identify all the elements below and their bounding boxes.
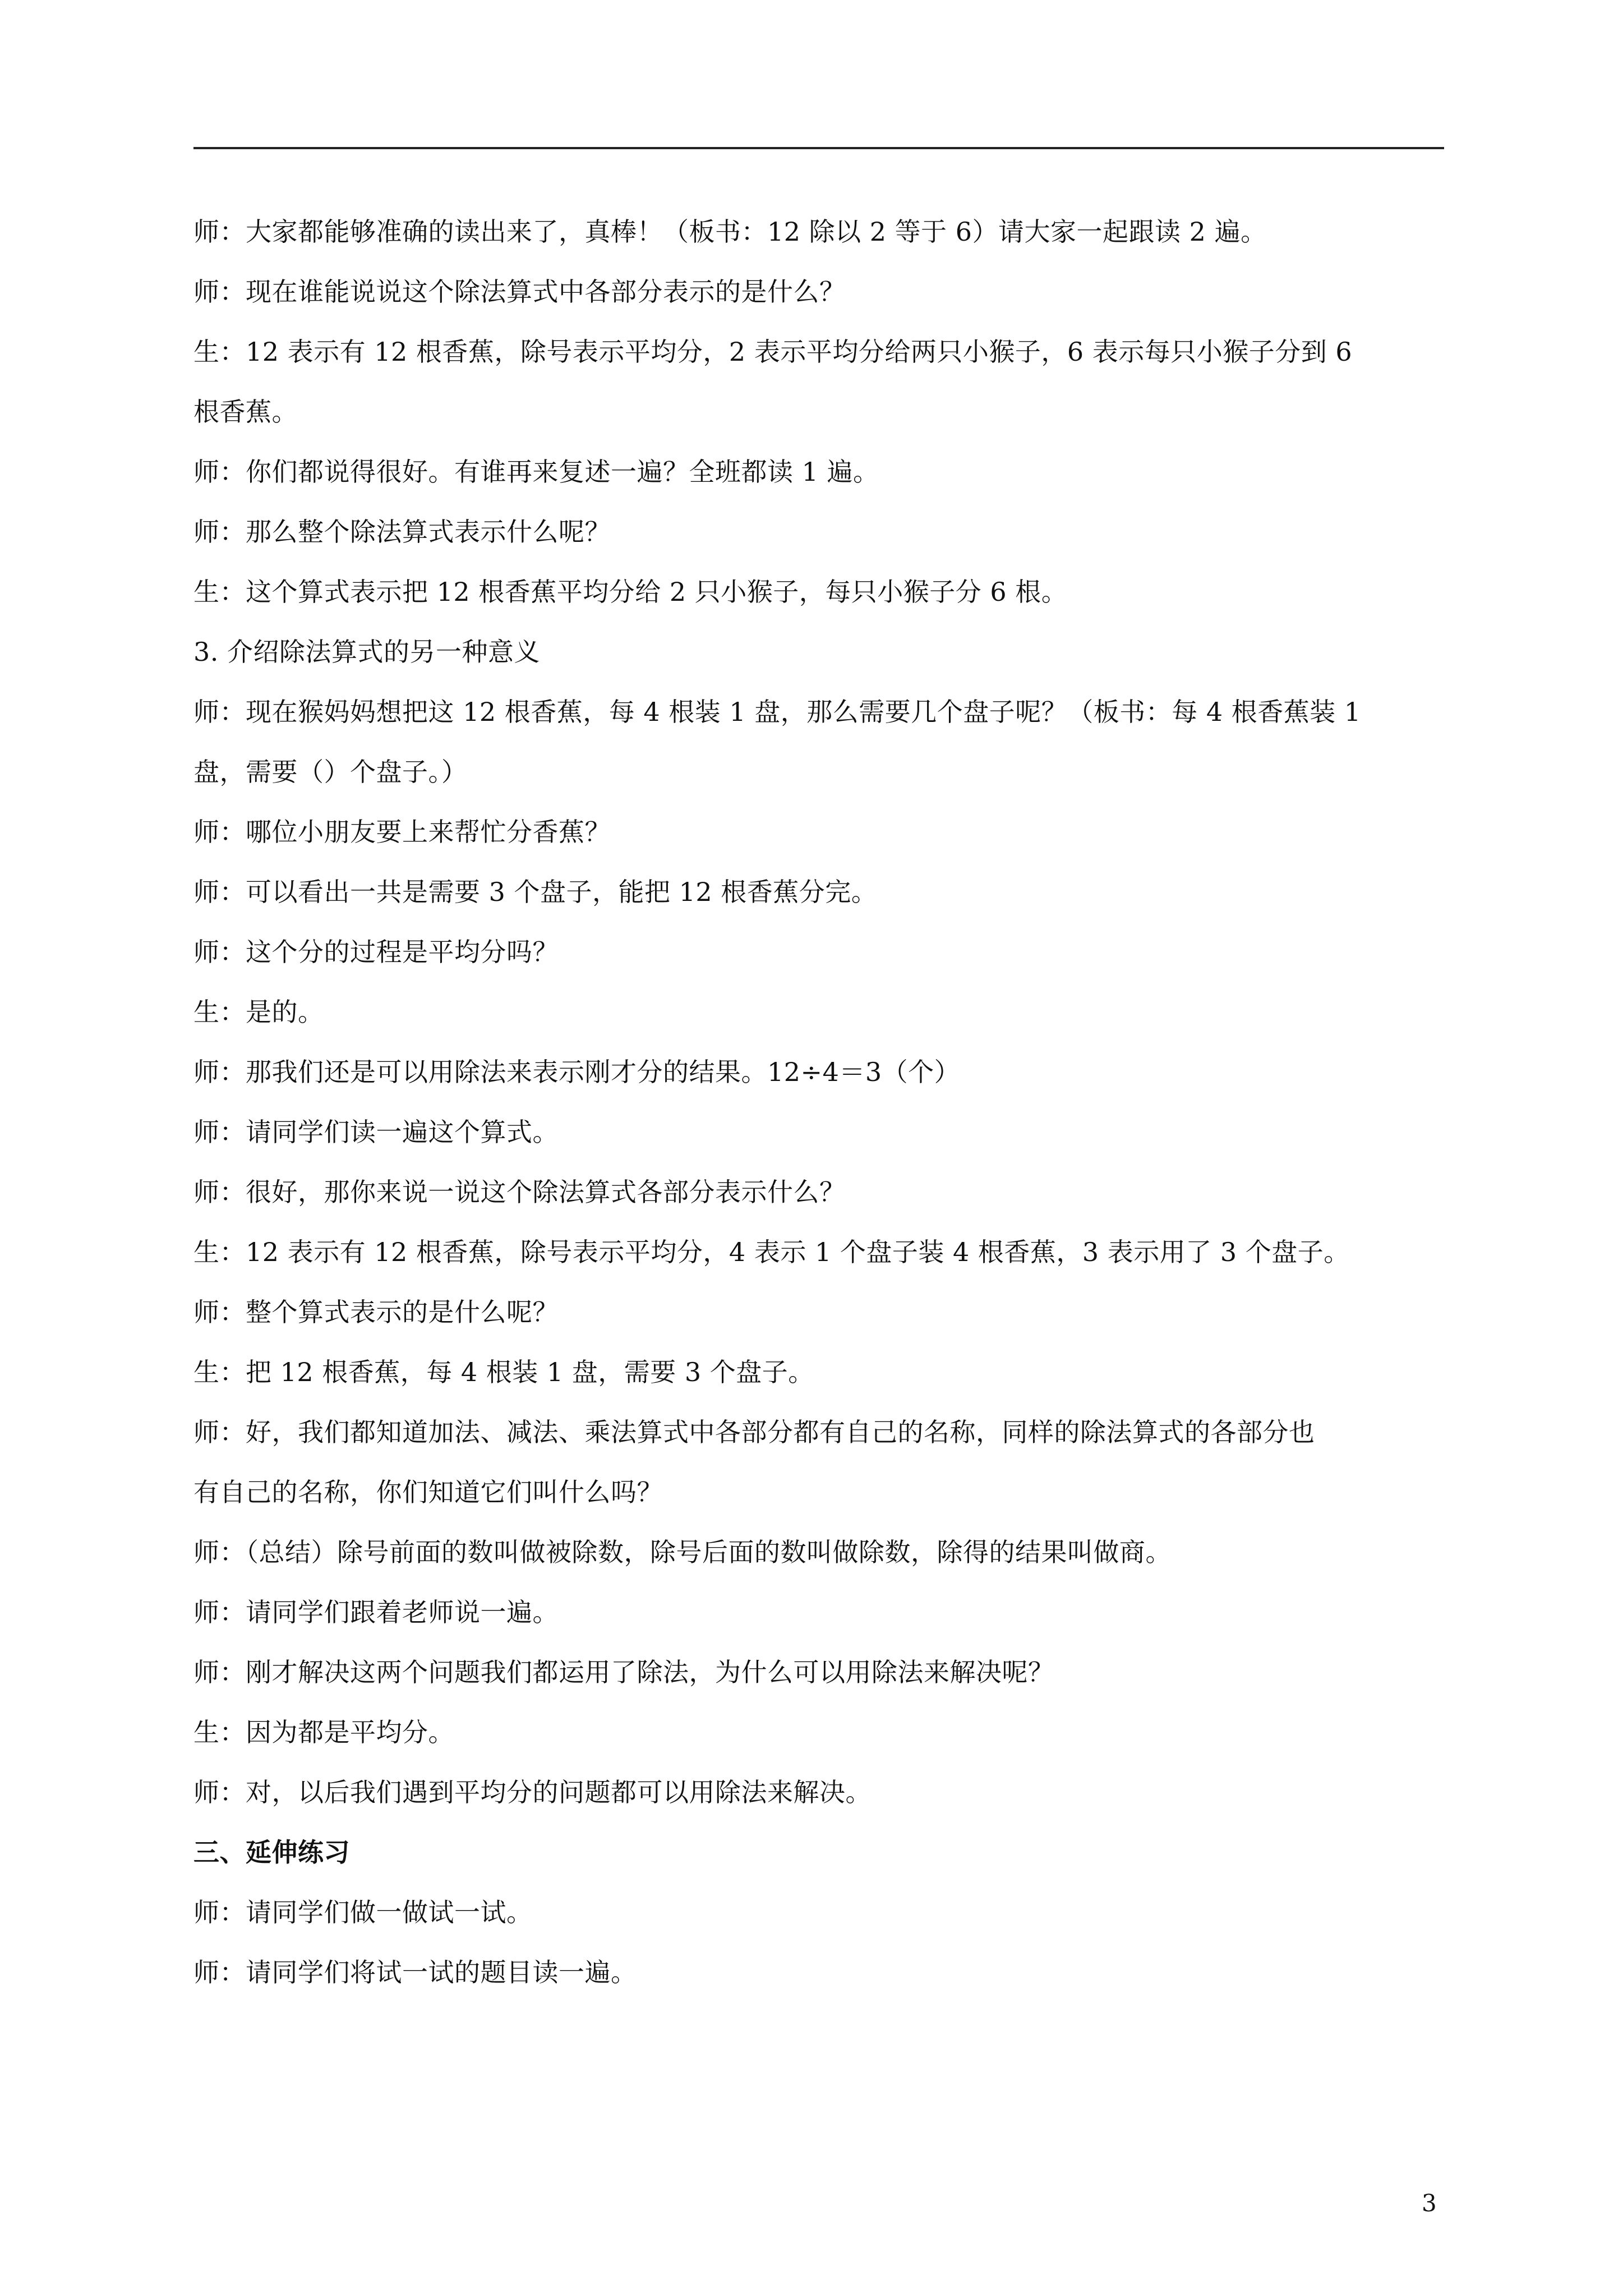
text-line: 师：请同学们读一遍这个算式。 (193, 1117, 559, 1147)
text-line: 生：把 12 根香蕉，每 4 根装 1 盘，需要 3 个盘子。 (193, 1357, 814, 1387)
text-line: 师：请同学们跟着老师说一遍。 (193, 1597, 559, 1627)
text-line: 根香蕉。 (193, 397, 298, 427)
text-line: 生：12 表示有 12 根香蕉，除号表示平均分，2 表示平均分给两只小猴子，6 表示每只小猴子分到 6 (193, 337, 1353, 367)
text-line: 师：那我们还是可以用除法来表示刚才分的结果。12÷4＝3（个） (193, 1057, 961, 1087)
text-line: 师：这个分的过程是平均分吗？ (193, 937, 559, 967)
text-line: 生：这个算式表示把 12 根香蕉平均分给 2 只小猴子，每只小猴子分 6 根。 (193, 577, 1068, 607)
text-line: 师：好，我们都知道加法、减法、乘法算式中各部分都有自己的名称，同样的除法算式的各部分也 (193, 1417, 1315, 1447)
text-line: 有自己的名称，你们知道它们叫什么吗？ (193, 1477, 663, 1507)
text-line: 师：很好，那你来说一说这个除法算式各部分表示什么？ (193, 1177, 846, 1207)
text-line: 师：（总结）除号前面的数叫做被除数，除号后面的数叫做除数，除得的结果叫做商。 (193, 1537, 1172, 1567)
text-line: 生：是的。 (193, 997, 324, 1027)
header-rule (193, 147, 1444, 149)
text-line: 师：哪位小朋友要上来帮忙分香蕉？ (193, 817, 611, 847)
text-line: 师：请同学们做一做试一试。 (193, 1897, 533, 1927)
text-line: 师：现在谁能说说这个除法算式中各部分表示的是什么？ (193, 277, 846, 307)
section-subtitle: 3. 介绍除法算式的另一种意义 (193, 637, 541, 667)
page-number: 3 (1422, 2189, 1437, 2217)
text-line: 师：可以看出一共是需要 3 个盘子，能把 12 根香蕉分完。 (193, 877, 878, 907)
text-line: 师：那么整个除法算式表示什么呢？ (193, 517, 611, 547)
text-line: 生：12 表示有 12 根香蕉，除号表示平均分，4 表示 1 个盘子装 4 根香蕉，3 表示用了 3 个盘子。 (193, 1237, 1350, 1267)
text-line: 生：因为都是平均分。 (193, 1717, 454, 1747)
text-line: 盘，需要（）个盘子。） (193, 757, 468, 787)
text-line: 师：对，以后我们遇到平均分的问题都可以用除法来解决。 (193, 1777, 872, 1807)
text-line: 师：现在猴妈妈想把这 12 根香蕉，每 4 根装 1 盘，那么需要几个盘子呢？（板书：每 4 根香蕉装 1 (193, 697, 1361, 727)
text-line: 师：整个算式表示的是什么呢？ (193, 1297, 559, 1327)
text-line: 师：大家都能够准确的读出来了，真棒！（板书：12 除以 2 等于 6）请大家一起跟读 2 遍。 (193, 217, 1267, 247)
text-line: 师：请同学们将试一试的题目读一遍。 (193, 1957, 637, 1987)
section-heading: 三、延伸练习 (193, 1837, 350, 1867)
text-line: 师：你们都说得很好。有谁再来复述一遍？全班都读 1 遍。 (193, 457, 879, 487)
text-line: 师：刚才解决这两个问题我们都运用了除法，为什么可以用除法来解决呢？ (193, 1657, 1054, 1687)
